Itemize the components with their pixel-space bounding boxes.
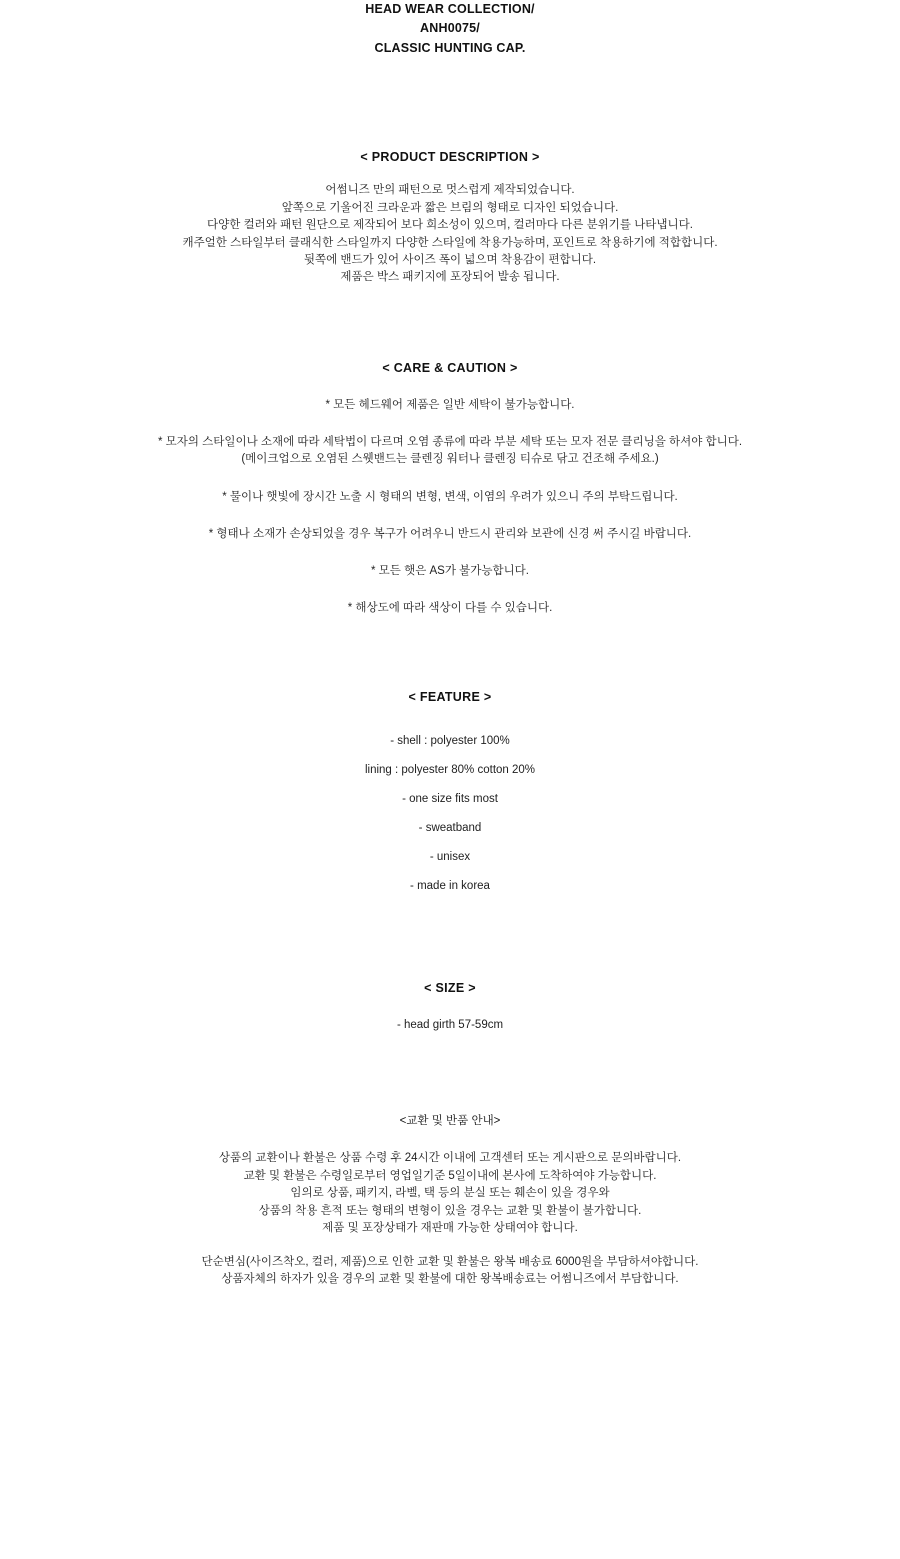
- spacer: [0, 164, 900, 182]
- care-item: [0, 397, 900, 414]
- spacer: [0, 1128, 900, 1150]
- exchange-return-body: [0, 1150, 900, 1288]
- feature-body: [0, 733, 900, 895]
- description-line: 캐주얼한 스타일부터 클래식한 스타일까지 다양한 스타일에 착용가능하며, 포인트로 착용하기에 적합합니다.: [182, 236, 718, 249]
- page-title: [0, 0, 900, 58]
- care-item: [0, 600, 900, 617]
- spacer: [0, 287, 900, 361]
- description-line: 뒷쪽에 밴드가 있어 사이즈 폭이 넓으며 착용감이 편합니다.: [303, 254, 597, 266]
- care-item-main: * 해상도에 따라 색상이 다를 수 있습니다.: [347, 602, 553, 615]
- care-item-main: * 모든 헤드웨어 제품은 일반 세탁이 불가능합니다.: [325, 398, 575, 411]
- spacer: [0, 907, 900, 981]
- feature-line: lining : polyester 80% cotton 20%: [364, 764, 536, 777]
- spacer: [0, 1034, 900, 1112]
- product-description-heading: < PRODUCT DESCRIPTION >: [360, 150, 540, 165]
- size-heading: < SIZE >: [424, 981, 476, 995]
- page-title-line-2: ANH0075/: [420, 21, 480, 36]
- spacer: [0, 375, 900, 397]
- section-care-caution: [0, 361, 900, 618]
- section-feature: [0, 690, 900, 896]
- care-item-main: * 물이나 햇빛에 장시간 노출 시 형태의 변형, 변색, 이염의 우려가 있으니 주의 부탁드립니다.: [222, 490, 678, 503]
- exchange-line: 상품의 교환이나 환불은 상품 수령 후 24시간 이내에 고객센터 또는 게시판으로 문의바랍니다.: [218, 1152, 682, 1165]
- exchange-line: 임의로 상품, 패키지, 라벨, 택 등의 분실 또는 훼손이 있을 경우와: [290, 1187, 610, 1200]
- spacer: [0, 58, 900, 150]
- care-item-main: * 모자의 스타일이나 소재에 따라 세탁법이 다르며 오염 종류에 따라 부분 세탁 또는 모자 전문 클리닝을 하셔야 합니다.: [157, 436, 743, 449]
- page-title-line-3: CLASSIC HUNTING CAP.: [374, 40, 526, 55]
- description-line: 다양한 컬러와 패턴 원단으로 제작되어 보다 희소성이 있으며, 컬러마다 다른 분위기를 나타냅니다.: [207, 219, 693, 232]
- description-line: 앞쪽으로 기울어진 크라운과 짧은 브림의 형태로 디자인 되었습니다.: [281, 201, 619, 214]
- spacer: [0, 1289, 900, 1559]
- care-item: [0, 526, 900, 543]
- exchange-line: 교환 및 환불은 수령일로부터 영업일기준 5일이내에 본사에 도착하여야 가능합니다.: [243, 1169, 657, 1182]
- section-exchange-return: [0, 1112, 900, 1288]
- feature-line: - unisex: [429, 851, 471, 864]
- feature-line: - made in korea: [410, 880, 490, 893]
- care-item-main: * 모든 햇은 AS가 불가능합니다.: [371, 565, 529, 578]
- care-caution-heading: < CARE & CAUTION >: [382, 360, 518, 375]
- description-line: 제품은 박스 패키지에 포장되어 발송 됩니다.: [340, 271, 560, 284]
- care-item: [0, 489, 900, 506]
- exchange-return-heading: <교환 및 반품 안내>: [399, 1115, 501, 1128]
- section-product-description: [0, 150, 900, 287]
- spacer: [0, 704, 900, 722]
- spacer: [0, 1238, 900, 1254]
- description-line: 어썸니즈 만의 패턴으로 멋스럽게 제작되었습니다.: [325, 184, 575, 197]
- product-description-body: [0, 182, 900, 287]
- care-item-sub: (메이크업으로 오염된 스웻밴드는 클렌징 워터나 클렌징 티슈로 닦고 건조해 주세요.): [241, 453, 659, 466]
- size-line: - head girth 57-59cm: [396, 1019, 504, 1031]
- spacer: [0, 618, 900, 690]
- section-size: [0, 981, 900, 1034]
- page-title-line-1: HEAD WEAR COLLECTION/: [365, 2, 535, 16]
- size-body: [0, 1017, 900, 1034]
- care-item: [0, 563, 900, 580]
- care-caution-body: [0, 397, 900, 618]
- shipping-fee-line: 상품자체의 하자가 있을 경우의 교환 및 환불에 대한 왕복배송료는 어썸니즈에서 부담합니다.: [221, 1273, 679, 1286]
- exchange-line: 제품 및 포장상태가 재판매 가능한 상태여야 합니다.: [322, 1222, 578, 1235]
- feature-line: - sweatband: [418, 822, 482, 835]
- feature-heading: < FEATURE >: [408, 689, 492, 704]
- spacer: [0, 995, 900, 1017]
- exchange-line: 상품의 착용 흔적 또는 형태의 변형이 있을 경우는 교환 및 환불이 불가합니다.: [258, 1204, 642, 1217]
- feature-line: - one size fits most: [402, 793, 498, 806]
- care-item: [0, 434, 900, 469]
- care-item-main: * 형태나 소재가 손상되었을 경우 복구가 어려우니 반드시 관리와 보관에 신경 써 주시길 바랍니다.: [208, 527, 692, 540]
- shipping-fee-line: 단순변심(사이즈착오, 컬러, 제품)으로 인한 교환 및 환불은 왕복 배송료 6000원을 부담하셔야합니다.: [201, 1255, 699, 1268]
- feature-line: - shell : polyester 100%: [390, 735, 510, 748]
